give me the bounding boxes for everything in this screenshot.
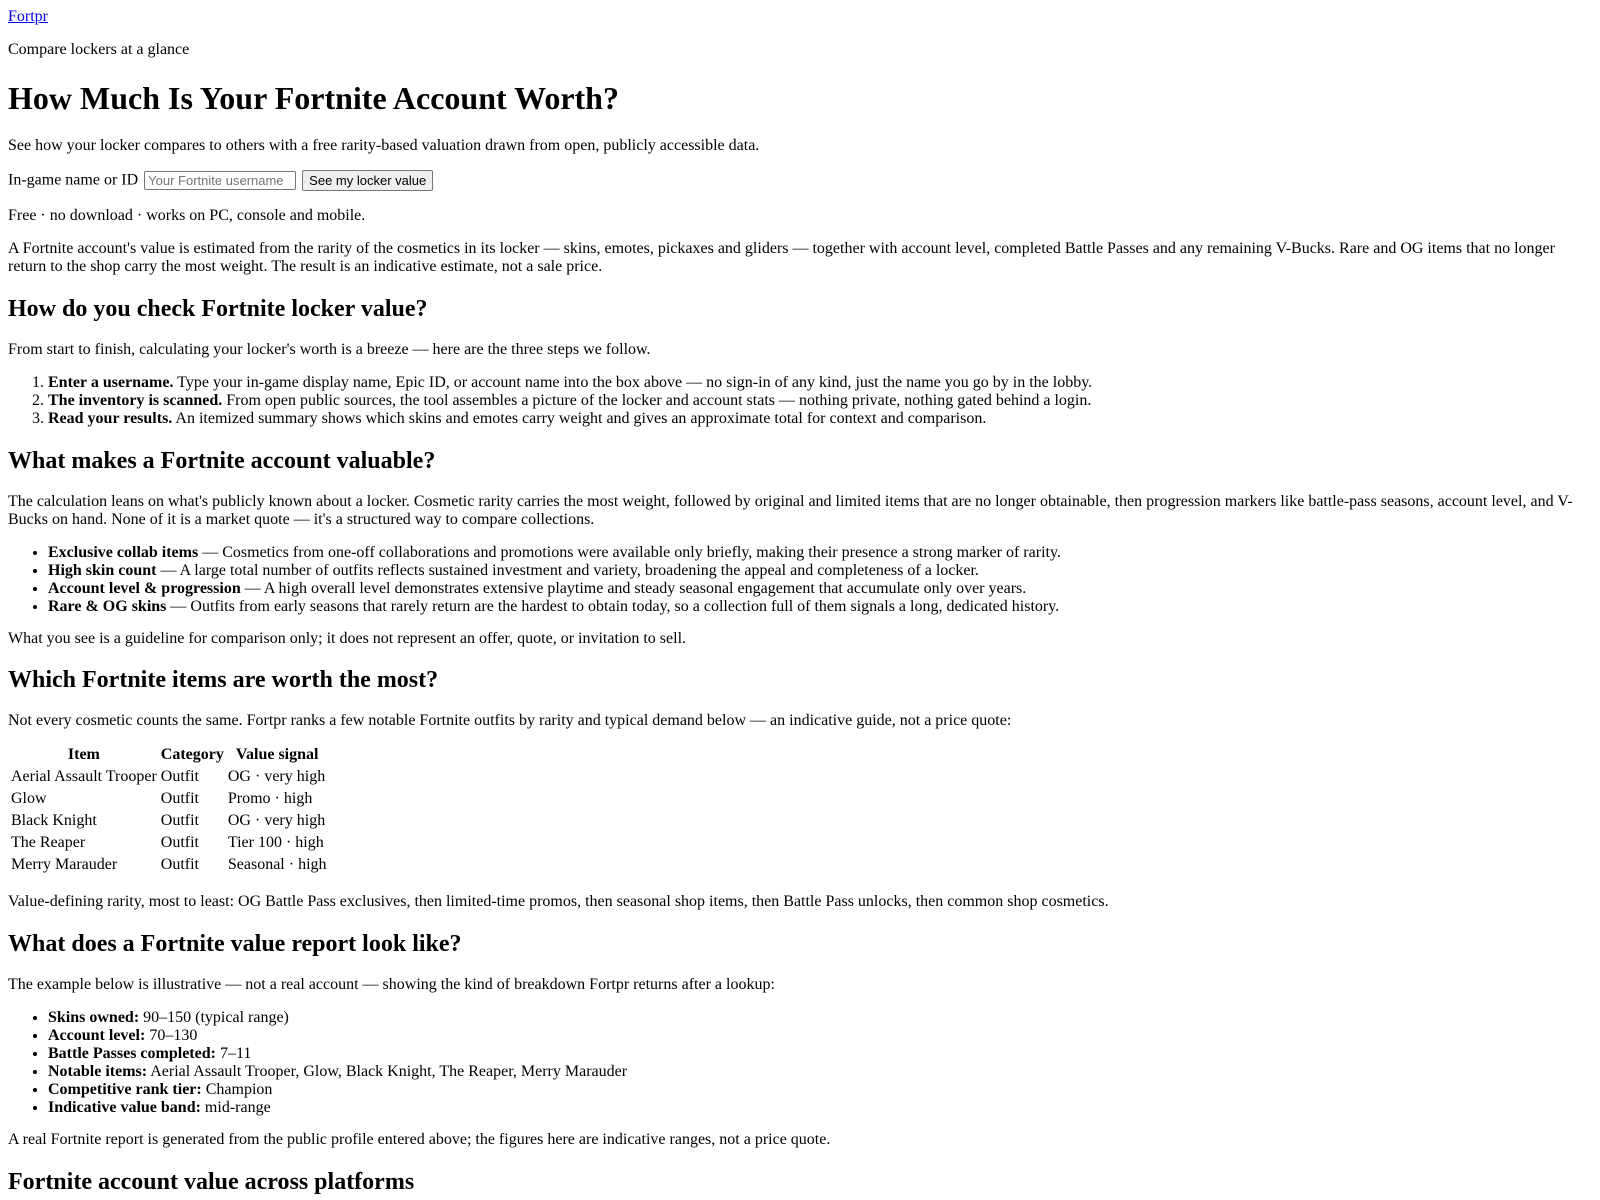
item-category-cell: Outfit [160,768,199,785]
item-value-cell: Promo · high [227,790,313,807]
section-heading-valuable: What makes a Fortnite account valuable? [8,448,436,474]
report-field: • Indicative value band: mid-range [48,1099,1592,1117]
step-item: 3. Read your results. An itemized summary shows which skins and emotes carry weight and gives an approximate total for context and comparison. [48,410,1592,428]
see-locker-value-button[interactable]: See my locker value [302,170,433,191]
username-input[interactable] [144,171,296,190]
steps-list [8,374,1592,428]
item-name-cell: Aerial Assault Trooper [11,768,157,785]
item-category-cell: Outfit [160,812,199,829]
table-row [10,811,328,831]
item-category-cell: Outfit [160,856,199,873]
report-field: • Competitive rank tier: Champion [48,1081,1592,1099]
table-row [10,833,328,853]
item-name-cell: The Reaper [11,834,86,851]
item-name-cell: Glow [11,790,47,807]
tagline: Compare lockers at a glance [8,41,190,58]
page-title: How Much Is Your Fortnite Account Worth? [8,80,619,116]
factor-item: • Exclusive collab items — Cosmetics from one-off collaborations and promotions were available only briefly, making their presence a strong marker of rarity. [48,544,1592,562]
column-header: Category [160,746,224,763]
report-field: • Skins owned: 90–150 (typical range) [48,1009,1592,1027]
table-row [10,789,328,809]
section-heading-items: Which Fortnite items are worth the most? [8,667,439,693]
report-footnote: A real Fortnite report is generated from the public profile entered above; the figures here are indicative ranges, not a price quote. [8,1131,831,1148]
username-label: In-game name or ID [8,171,139,189]
item-category-cell: Outfit [160,834,199,851]
report-fields-list [8,1009,1592,1117]
column-header: Item [67,746,100,763]
item-name-cell: Black Knight [11,812,97,829]
factor-item: • Account level & progression — A high overall level demonstrates extensive playtime and steady seasonal engagement that accumulate only over years. [48,580,1592,598]
factor-item: • High skin count — A large total number of outfits reflects sustained investment and variety, broadening the appeal and completeness of a locker. [48,562,1592,580]
table-row [10,855,328,875]
item-value-cell: Seasonal · high [227,856,327,873]
check-lead: From start to finish, calculating your locker's worth is a breeze — here are the three steps we follow. [8,341,651,358]
section-heading-report: What does a Fortnite value report look like? [8,931,462,957]
factors-list [8,544,1592,616]
factor-item: • Rare & OG skins — Outfits from early seasons that rarely return are the hardest to obtain today, so a collection full of them signals a long, dedicated history. [48,598,1592,616]
item-name-cell: Merry Marauder [11,856,118,873]
table-row [10,767,328,787]
lookup-form [8,170,1592,191]
report-lead: The example below is illustrative — not a real account — showing the kind of breakdown Fortpr returns after a lookup: [8,976,775,993]
items-table [8,743,330,877]
item-value-cell: Tier 100 · high [227,834,324,851]
table-header-row [10,745,328,765]
section-heading-check: How do you check Fortnite locker value? [8,296,428,322]
valuation-disclaimer: What you see is a guideline for comparison only; it does not represent an offer, quote, or invitation to sell. [8,630,687,647]
section-heading-platforms: Fortnite account value across platforms [8,1169,415,1195]
item-value-cell: OG · very high [227,768,326,785]
rarity-footnote: Value-defining rarity, most to least: OG Battle Pass exclusives, then limited-time promos, then seasonal shop items, then Battle Pass unlocks, then common shop cosmetics. [8,893,1109,910]
item-value-cell: OG · very high [227,812,326,829]
report-field: • Notable items: Aerial Assault Trooper, Glow, Black Knight, The Reaper, Merry Marauder [48,1063,1592,1081]
intro-paragraph: A Fortnite account's value is estimated from the rarity of the cosmetics in its locker — skins, emotes, pickaxes and gliders — together with account level, completed Battle Passes and any remaining V-Bucks. Rare and OG items that no longer return to the shop carry the most weight. The result is an indicative estimate, not a sale price. [8,240,1555,275]
report-field: • Battle Passes completed: 7–11 [48,1045,1592,1063]
brand-link[interactable]: Fortpr [8,8,48,25]
item-category-cell: Outfit [160,790,199,807]
hero-note: Free · no download · works on PC, console and mobile. [8,207,366,224]
valuable-lead: The calculation leans on what's publicly known about a locker. Cosmetic rarity carries the most weight, followed by original and limited items that are no longer obtainable, then progression markers like battle-pass seasons, account level, and V-Bucks on hand. None of it is a market quote — it's a structured way to compare collections. [8,493,1573,528]
items-lead: Not every cosmetic counts the same. Fortpr ranks a few notable Fortnite outfits by rarity and typical demand below — an indicative guide, not a price quote: [8,712,1012,729]
column-header: Value signal [235,746,319,763]
step-item: 2. The inventory is scanned. From open public sources, the tool assembles a picture of the locker and account stats — nothing private, nothing gated behind a login. [48,392,1592,410]
report-field: • Account level: 70–130 [48,1027,1592,1045]
step-item: 1. Enter a username. Type your in-game display name, Epic ID, or account name into the box above — no sign-in of any kind, just the name you go by in the lobby. [48,374,1592,392]
hero-subtitle: See how your locker compares to others with a free rarity-based valuation drawn from open, publicly accessible data. [8,137,760,154]
